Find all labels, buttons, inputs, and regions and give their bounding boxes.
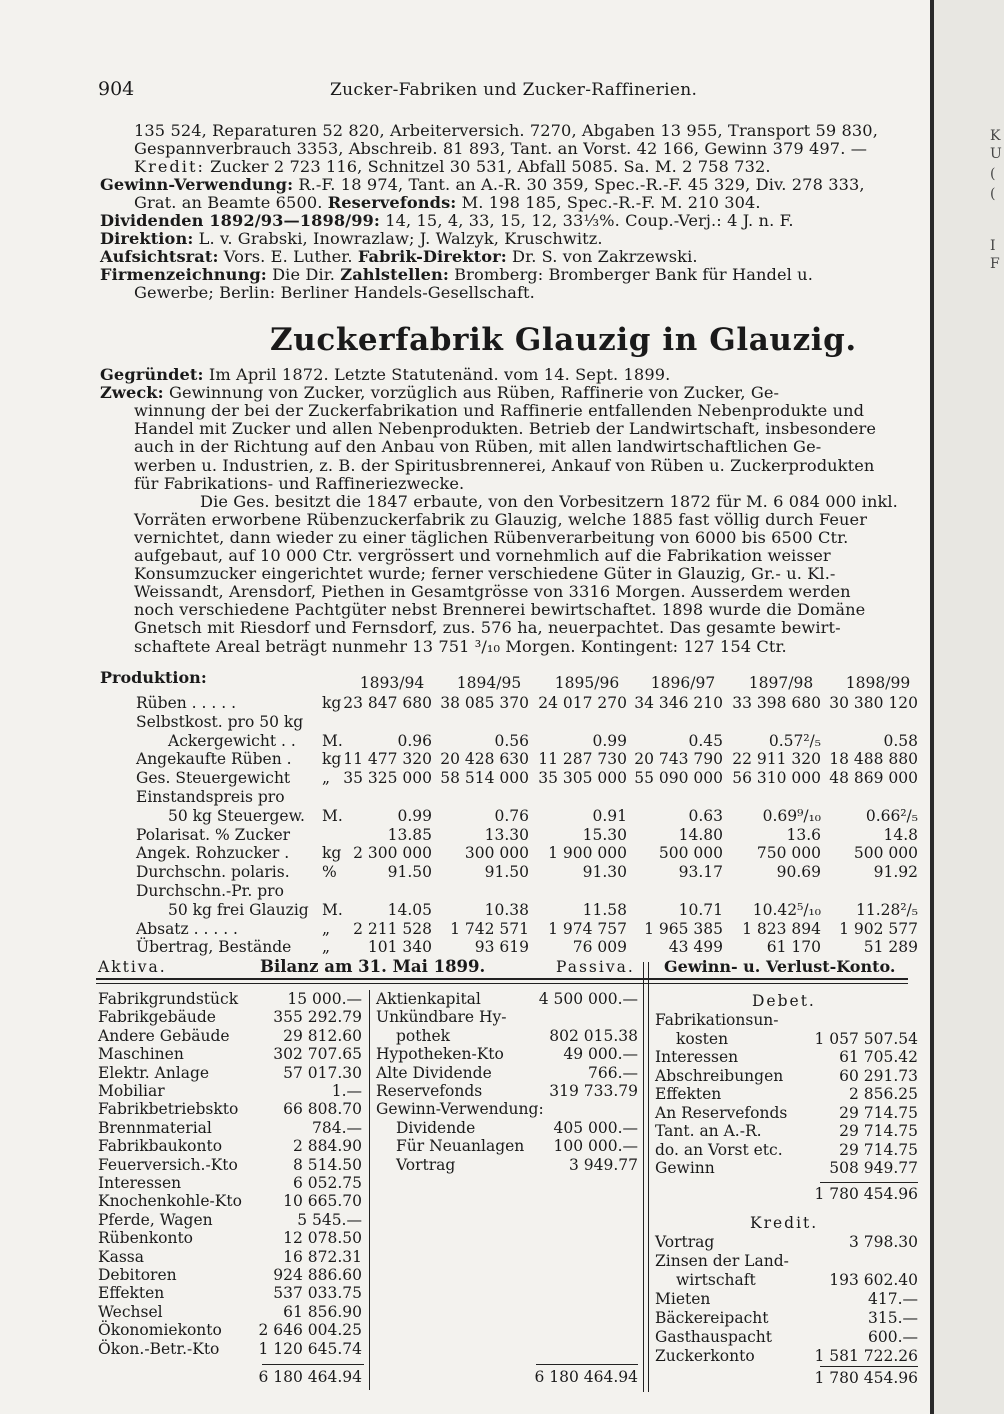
debet-item-label: Abschreibungen (655, 1066, 784, 1085)
kredit-item-value: 417.— (867, 1290, 918, 1308)
year-header: 1894/95 (456, 674, 522, 692)
kredit-item-label: Gasthauspacht (655, 1328, 773, 1346)
row-value: 91.50 (484, 863, 529, 882)
text-segment: winnung der bei der Zuckerfabrikation und Raffinerie entfallenden Nebenprodukte und (134, 401, 865, 421)
row-value: 18 488 880 (829, 750, 918, 769)
debet-item-value: 61 705.42 (839, 1048, 918, 1066)
row-value: 14.8 (883, 825, 918, 844)
text-segment: Dr. S. von Zakrzewski. (506, 247, 698, 266)
row-unit: kg (322, 750, 342, 769)
text-segment: Kredit: (134, 157, 205, 176)
row-value: 0.63 (688, 806, 723, 825)
text-line (134, 193, 761, 212)
text-line (100, 365, 670, 384)
kredit-total: 1 780 454.96 (814, 1369, 918, 1387)
row-value: 15.30 (582, 825, 627, 844)
row-value: 38 085 370 (440, 694, 529, 712)
kredit-item-label: wirtschaft (676, 1271, 756, 1289)
passiva-value: 405 000.— (553, 1118, 638, 1137)
aktiva-value: 5 545.— (297, 1210, 362, 1229)
text-segment: werben u. Industrien, z. B. der Spiritusbrennerei, Ankauf von Rüben u. Zuckerprodukten (134, 455, 875, 475)
row-value: 14.80 (678, 825, 723, 844)
text-segment: aufgebaut, auf 10 000 Ctr. vergrössert und vornehmlich auf die Fabrikation weisser (134, 546, 831, 565)
passiva-gv-divider-1 (643, 962, 644, 1392)
row-value: 33 398 680 (732, 694, 821, 712)
debet-item-value: 2 856.25 (848, 1085, 918, 1103)
aktiva-label: Aktiva. (98, 958, 167, 976)
row-value: 10.38 (484, 900, 529, 919)
aktiva-value: 302 707.65 (273, 1045, 362, 1064)
row-value: 0.56 (494, 731, 529, 750)
aktiva-label: Effekten (98, 1284, 165, 1303)
row-value: 0.99 (397, 806, 432, 825)
text-line (134, 600, 865, 619)
text-segment: vernichtet, dann wieder zu einer täglichen Rübenverarbeitung von 6000 bis 6500 Ctr. (134, 527, 849, 547)
text-segment: Dividenden 1892/93—1898/99: (100, 211, 380, 230)
row-value: 91.92 (873, 863, 918, 882)
text-line (200, 492, 898, 511)
row-label: Absatz . . . . . (136, 919, 238, 938)
debet-label: Debet. (752, 992, 816, 1010)
passiva-label: Gewinn-Verwendung: (376, 1100, 544, 1119)
production-heading: Produktion: (100, 668, 207, 687)
row-value: 750 000 (756, 844, 821, 863)
debet-total: 1 780 454.96 (814, 1185, 918, 1203)
text-segment: Zahlstellen: (340, 265, 449, 284)
balance-title: Bilanz am 31. Mai 1899. (260, 957, 486, 976)
row-value: 20 428 630 (440, 750, 529, 769)
row-value: 0.45 (688, 731, 723, 750)
text-segment: für Fabrikations- und Raffineriezwecke. (134, 473, 465, 493)
text-segment: 135 524, Reparaturen 52 820, Arbeiterversich. 7270, Abgaben 13 955, Transport 59 830, (134, 121, 878, 140)
row-value: 23 847 680 (343, 694, 432, 712)
adjacent-page-edge (930, 0, 1004, 1414)
row-value: 76 009 (572, 938, 627, 957)
row-value: 58 514 000 (440, 769, 529, 788)
row-value: 1 965 385 (644, 919, 723, 938)
aktiva-value: 66 808.70 (283, 1100, 362, 1119)
kredit-sum-rule (820, 1366, 918, 1367)
row-value: 1 902 577 (839, 919, 918, 938)
text-segment: Aufsichtsrat: (100, 247, 219, 266)
row-value: 11 287 730 (538, 750, 627, 769)
row-unit: „ (322, 938, 331, 957)
aktiva-label: Brennmaterial (98, 1118, 212, 1137)
passiva-value: 49 000.— (563, 1045, 638, 1064)
margin-fragment: K (990, 128, 1001, 144)
aktiva-label: Wechsel (98, 1302, 163, 1321)
row-value: 56 310 000 (732, 769, 821, 788)
page-number: 904 (98, 78, 135, 100)
row-value: 35 305 000 (538, 769, 627, 788)
passiva-gv-divider-2 (648, 962, 649, 1392)
passiva-label: pothek (396, 1026, 451, 1045)
aktiva-label: Ökonomiekonto (98, 1321, 222, 1340)
row-value: 90.69 (776, 863, 821, 882)
kredit-item-label: Zuckerkonto (655, 1347, 755, 1365)
passiva-label: Passiva. (556, 958, 635, 976)
text-segment: Grat. an Beamte 6500. (134, 193, 328, 212)
debet-item-value: 29 714.75 (839, 1140, 918, 1159)
aktiva-label: Fabrikgrundstück (98, 990, 239, 1008)
row-value: 93.17 (678, 863, 723, 882)
text-line (134, 139, 867, 158)
aktiva-passiva-divider (369, 990, 370, 1390)
text-segment: Zucker 2 723 116, Schnitzel 30 531, Abfall 5085. Sa. M. 2 758 732. (204, 157, 771, 176)
text-segment: Im April 1872. Letzte Statutenänd. vom 14. Sept. 1899. (203, 365, 671, 384)
text-line (134, 437, 821, 456)
aktiva-label: Pferde, Wagen (98, 1210, 213, 1229)
text-line (100, 265, 813, 284)
gv-title: Gewinn- u. Verlust-Konto. (664, 957, 896, 976)
row-value: 51 289 (863, 938, 918, 957)
row-label: Selbstkost. pro 50 kg (136, 712, 304, 731)
aktiva-sum-rule (262, 1364, 364, 1365)
kredit-item-value: 315.— (867, 1309, 918, 1327)
text-segment: Gegründet: (100, 365, 204, 384)
aktiva-value: 1 120 645.74 (258, 1339, 362, 1358)
row-value: 1 823 894 (742, 919, 821, 938)
kredit-item-label: Bäckereipacht (655, 1309, 769, 1327)
text-segment: noch verschiedene Pachtgüter nebst Brennerei bewirtschaftet. 1898 wurde die Domäne (134, 600, 866, 620)
aktiva-label: Kassa (98, 1247, 144, 1266)
margin-fragment: ( (990, 186, 996, 202)
row-value: 0.91 (592, 806, 627, 825)
row-value: 0.69⁹/₁₀ (762, 806, 821, 825)
text-segment: 14, 15, 4, 33, 15, 12, 33⅓%. Coup.-Verj.: 4 J. n. F. (380, 211, 794, 230)
aktiva-value: 2 884.90 (292, 1137, 362, 1156)
row-value: 13.85 (387, 825, 432, 844)
text-line (100, 175, 865, 194)
debet-item-value: 29 714.75 (839, 1122, 918, 1140)
passiva-label: Unkündbare Hy- (376, 1008, 507, 1027)
row-value: 1 974 757 (548, 919, 627, 938)
debet-item-label: kosten (676, 1029, 729, 1048)
row-value: 35 325 000 (343, 769, 432, 788)
passiva-value: 3 949.77 (568, 1155, 638, 1174)
year-header: 1897/98 (748, 674, 814, 692)
text-line (100, 247, 698, 266)
aktiva-value: 16 872.31 (283, 1247, 362, 1266)
kredit-item-value: 600.— (867, 1328, 918, 1346)
text-line (134, 564, 836, 583)
passiva-label: Dividende (396, 1118, 476, 1137)
text-segment: Die Ges. besitzt die 1847 erbaute, von den Vorbesitzern 1872 für M. 6 084 000 inkl. (200, 491, 898, 511)
aktiva-label: Rübenkonto (98, 1229, 193, 1248)
text-segment: Gespannverbrauch 3353, Abschreib. 81 893, Tant. an Vorst. 42 166, Gewinn 379 497. — (134, 139, 867, 158)
row-unit: kg (322, 844, 342, 863)
text-segment: R.-F. 18 974, Tant. an A.-R. 30 359, Spec.-R.-F. 45 329, Div. 278 333, (293, 175, 865, 194)
row-value: 11 477 320 (343, 750, 432, 769)
text-line (134, 121, 878, 140)
aktiva-value: 2 646 004.25 (258, 1321, 362, 1340)
text-line (134, 528, 848, 547)
aktiva-label: Ökon.-Betr.-Kto (98, 1339, 220, 1358)
text-segment: Reservefonds: (327, 193, 457, 212)
debet-item-value: 29 714.75 (839, 1103, 918, 1122)
row-unit: kg (322, 694, 342, 712)
passiva-value: 100 000.— (553, 1137, 638, 1156)
passiva-value: 4 500 000.— (538, 990, 638, 1008)
text-line (134, 637, 787, 656)
row-value: 10.71 (678, 900, 723, 919)
row-value: 1 742 571 (450, 919, 529, 938)
text-segment: Konsumzucker eingerichtet wurde; ferner verschiedene Güter in Glauzig, Gr.- u. Kl.- (134, 564, 836, 584)
passiva-label: Reservefonds (376, 1082, 483, 1100)
text-segment: auch in der Richtung auf den Anbau von Rüben, mit allen landwirtschaftlichen Ge- (134, 437, 822, 457)
row-unit: „ (322, 919, 331, 938)
text-segment: Die Dir. (266, 265, 341, 284)
row-value: 0.66²/₅ (865, 806, 918, 825)
balance-top-rule (96, 978, 908, 980)
row-value: 2 300 000 (353, 844, 432, 863)
row-label: Ges. Steuergewicht (136, 769, 291, 788)
text-segment: Vors. E. Luther. (218, 247, 358, 266)
aktiva-value: 6 052.75 (292, 1174, 362, 1192)
text-segment: Gewinnung von Zucker, vorzüglich aus Rüben, Raffinerie von Zucker, Ge- (163, 383, 780, 403)
year-header: 1898/99 (845, 674, 911, 692)
aktiva-value: 8 514.50 (292, 1155, 362, 1174)
debet-item-label: Gewinn (655, 1159, 715, 1177)
aktiva-label: Feuerversich.-Kto (98, 1155, 238, 1174)
row-value: 22 911 320 (732, 750, 821, 769)
row-value: 55 090 000 (634, 769, 723, 788)
kredit-label: Kredit. (750, 1214, 819, 1232)
row-value: 10.42⁵/₁₀ (752, 900, 821, 919)
row-label: Ackergewicht . . (168, 731, 296, 750)
debet-item-value: 508 949.77 (829, 1159, 918, 1177)
row-value: 43 499 (668, 938, 723, 957)
text-line (100, 229, 603, 248)
row-value: 0.58 (883, 731, 918, 750)
year-header: 1895/96 (554, 674, 620, 692)
row-unit: M. (322, 806, 343, 825)
row-value: 500 000 (853, 844, 918, 863)
company-title: Zuckerfabrik Glauzig in Glauzig. (270, 322, 857, 358)
year-header: 1896/97 (650, 674, 716, 692)
row-value: 2 211 528 (353, 919, 432, 938)
row-value: 13.30 (484, 825, 529, 844)
kredit-item-label: Zinsen der Land- (655, 1252, 789, 1270)
text-segment: Gewinn-Verwendung: (100, 175, 294, 194)
aktiva-value: 924 886.60 (273, 1266, 362, 1284)
row-value: 13.6 (786, 825, 821, 844)
row-value: 20 743 790 (634, 750, 723, 769)
row-label: 50 kg Steuergew. (168, 806, 305, 825)
row-label: Einstandspreis pro (136, 788, 285, 806)
margin-fragment: ( (990, 166, 996, 182)
aktiva-label: Fabrikbetriebskto (98, 1100, 239, 1119)
debet-item-label: Tant. an A.-R. (655, 1122, 762, 1140)
aktiva-label: Interessen (98, 1174, 182, 1192)
text-segment: Bromberg: Bromberger Bank für Handel u. (448, 265, 813, 284)
aktiva-value: 29 812.60 (283, 1026, 362, 1045)
row-value: 91.30 (582, 863, 627, 882)
text-line (134, 283, 535, 302)
row-value: 48 869 000 (829, 769, 918, 788)
text-segment: L. v. Grabski, Inowrazlaw; J. Walzyk, Kruschwitz. (193, 229, 603, 248)
text-line (134, 419, 876, 438)
row-unit: M. (322, 731, 343, 750)
row-label: Durchschn. polaris. (136, 863, 290, 882)
text-line (100, 383, 779, 402)
aktiva-value: 784.— (311, 1118, 362, 1137)
text-segment: Firmenzeichnung: (100, 265, 267, 284)
balance-second-rule (96, 983, 908, 984)
aktiva-label: Debitoren (98, 1266, 177, 1284)
debet-item-label: Effekten (655, 1085, 722, 1103)
text-line (134, 546, 831, 565)
row-label: Angek. Rohzucker . (136, 844, 290, 863)
row-value: 93 619 (474, 938, 529, 957)
margin-fragment: U (990, 146, 1002, 162)
aktiva-label: Elektr. Anlage (98, 1063, 210, 1082)
row-value: 0.76 (494, 806, 529, 825)
year-header: 1893/94 (359, 674, 425, 692)
row-value: 34 346 210 (634, 694, 723, 712)
row-label: Durchschn.-Pr. pro (136, 882, 284, 900)
aktiva-value: 61 856.90 (283, 1302, 362, 1321)
row-label: Polarisat. % Zucker (136, 825, 291, 844)
debet-item-value: 1 057 507.54 (814, 1029, 918, 1048)
aktiva-label: Fabrikgebäude (98, 1008, 216, 1027)
text-line (134, 582, 851, 601)
debet-item-label: do. an Vorst etc. (655, 1140, 783, 1159)
text-segment: Fabrik-Direktor: (357, 247, 507, 266)
passiva-value: 319 733.79 (549, 1082, 638, 1100)
row-label: Rüben . . . . . (136, 694, 237, 712)
row-value: 0.96 (397, 731, 432, 750)
kredit-item-label: Vortrag (655, 1233, 715, 1251)
text-segment: Vorräten erworbene Rübenzuckerfabrik zu Glauzig, welche 1885 fast völlig durch Feuer (134, 509, 868, 529)
text-line (134, 401, 864, 420)
row-value: 0.57²/₅ (768, 731, 821, 750)
text-segment: Direktion: (100, 229, 194, 248)
aktiva-total: 6 180 464.94 (258, 1368, 362, 1386)
aktiva-label: Knochenkohle-Kto (98, 1192, 242, 1211)
row-value: 91.50 (387, 863, 432, 882)
text-line (134, 474, 464, 493)
text-segment: schaftete Areal beträgt nunmehr 13 751 ³/₁₀ Morgen. Kontingent: 127 154 Ctr. (134, 636, 787, 656)
passiva-label: Alte Dividende (376, 1063, 492, 1082)
debet-item-label: Interessen (655, 1048, 739, 1066)
debet-item-label: An Reservefonds (655, 1103, 788, 1122)
passiva-value: 766.— (587, 1063, 638, 1082)
row-value: 14.05 (387, 900, 432, 919)
aktiva-value: 15 000.— (287, 990, 362, 1008)
text-segment: Gnetsch mit Riesdorf und Fernsdorf, zus. 576 ha, neuerpachtet. Das gesamte bewirt- (134, 618, 841, 638)
row-value: 11.58 (582, 900, 627, 919)
row-value: 500 000 (658, 844, 723, 863)
text-segment: Weissandt, Arensdorf, Piethen in Gesamtgrösse von 3316 Morgen. Ausserdem werden (134, 582, 851, 602)
aktiva-label: Mobiliar (98, 1082, 165, 1100)
passiva-value: 802 015.38 (549, 1026, 638, 1045)
row-value: 24 017 270 (538, 694, 627, 712)
row-unit: M. (322, 900, 343, 919)
aktiva-value: 355 292.79 (273, 1008, 362, 1027)
row-unit: % (322, 863, 337, 882)
kredit-item-value: 1 581 722.26 (814, 1347, 918, 1365)
kredit-item-value: 3 798.30 (848, 1233, 918, 1251)
passiva-label: Für Neuanlagen (396, 1137, 525, 1156)
running-title: Zucker-Fabriken und Zucker-Raffinerien. (330, 80, 698, 100)
text-line (100, 211, 794, 230)
passiva-label: Hypotheken-Kto (376, 1045, 504, 1064)
aktiva-label: Andere Gebäude (98, 1026, 230, 1045)
aktiva-value: 12 078.50 (283, 1229, 362, 1248)
text-segment: Handel mit Zucker und allen Nebenprodukten. Betrieb der Landwirtschaft, insbesondere (134, 419, 877, 439)
aktiva-label: Fabrikbaukonto (98, 1137, 223, 1156)
text-line (134, 510, 867, 529)
aktiva-label: Maschinen (98, 1045, 184, 1064)
row-value: 300 000 (464, 844, 529, 863)
row-label: Angekaufte Rüben . (136, 750, 292, 769)
row-value: 30 380 120 (829, 694, 918, 712)
row-label: Übertrag, Bestände (136, 938, 292, 957)
passiva-sum-rule (536, 1364, 638, 1365)
passiva-total: 6 180 464.94 (534, 1368, 638, 1386)
passiva-label: Vortrag (396, 1155, 456, 1174)
row-value: 1 900 000 (548, 844, 627, 863)
kredit-item-value: 193 602.40 (829, 1271, 918, 1289)
row-unit: „ (322, 769, 331, 788)
text-segment: Gewerbe; Berlin: Berliner Handels-Gesellschaft. (134, 283, 535, 302)
aktiva-value: 57 017.30 (283, 1063, 362, 1082)
row-value: 11.28²/₅ (855, 900, 918, 919)
text-segment: Zweck: (100, 383, 164, 403)
row-value: 101 340 (367, 938, 432, 957)
aktiva-value: 1.— (331, 1082, 362, 1100)
text-line (134, 157, 771, 176)
row-value: 0.99 (592, 731, 627, 750)
row-label: 50 kg frei Glauzig (168, 900, 309, 919)
margin-fragment: I (990, 238, 996, 254)
debet-item-label: Fabrikationsun- (655, 1011, 779, 1029)
passiva-label: Aktienkapital (376, 990, 481, 1008)
kredit-item-label: Mieten (655, 1290, 711, 1308)
text-line (134, 456, 874, 475)
aktiva-value: 10 665.70 (283, 1192, 362, 1211)
text-line (134, 618, 841, 637)
debet-sum-rule (820, 1182, 918, 1183)
text-segment: M. 198 185, Spec.-R.-F. M. 210 304. (456, 193, 761, 212)
aktiva-value: 537 033.75 (273, 1284, 362, 1303)
debet-item-value: 60 291.73 (839, 1066, 918, 1085)
row-value: 61 170 (766, 938, 821, 957)
margin-fragment: F (990, 256, 1000, 272)
